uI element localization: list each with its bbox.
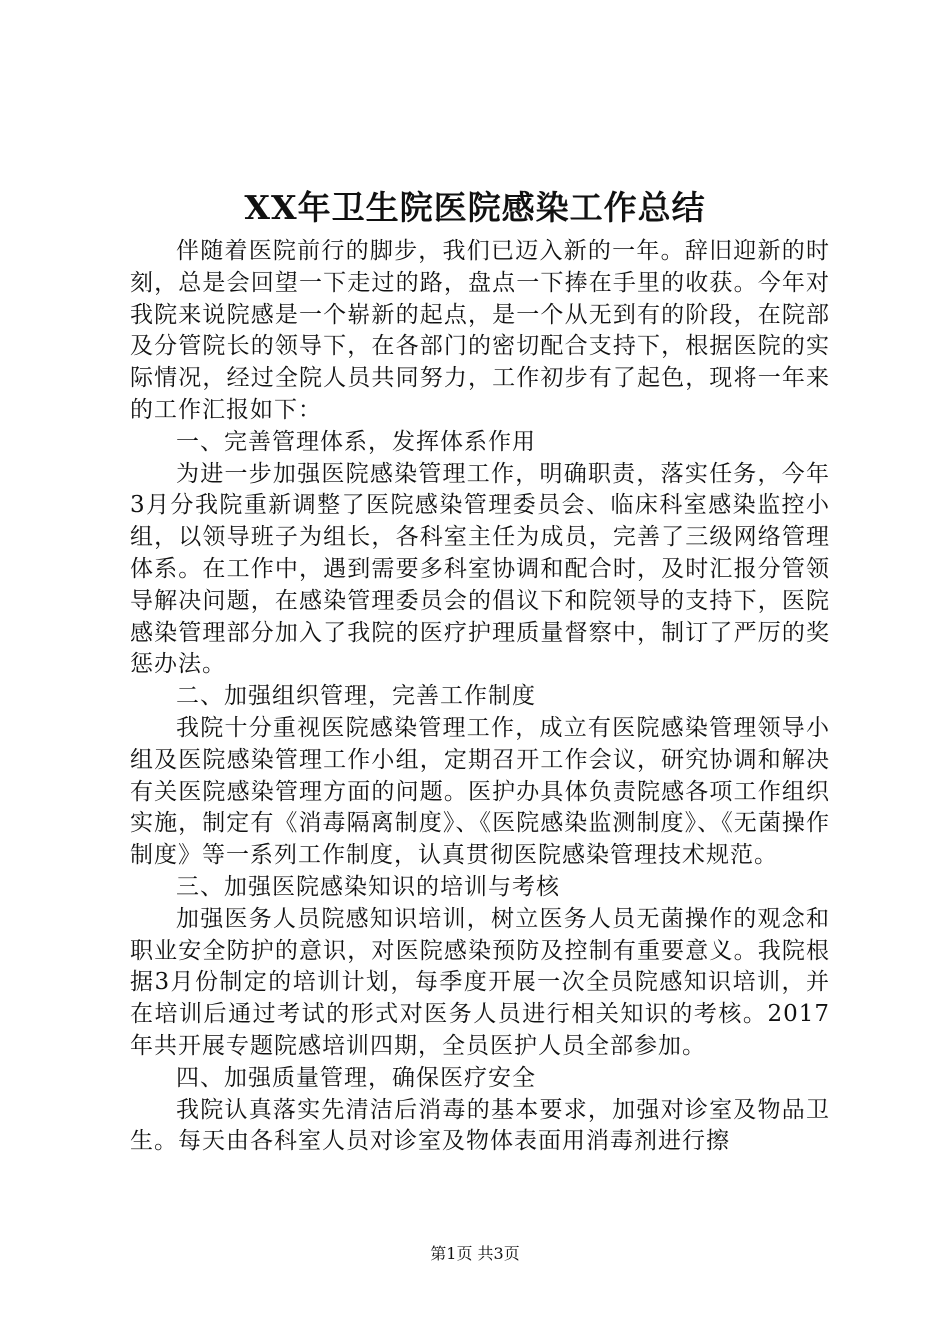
paragraph-section-4: 我院认真落实先清洁后消毒的基本要求，加强对诊室及物品卫生。每天由各科室人员对诊室及物体表面用消毒剂进行擦 bbox=[130, 1096, 830, 1155]
document-body bbox=[130, 236, 830, 1158]
paragraph-section-2: 我院十分重视医院感染管理工作，成立有医院感染管理领导小组及医院感染管理工作小组，定期召开工作会议，研究协调和解决有关医院感染管理方面的问题。医护办具体负责院感各项工作组织实施，制定有《消毒隔离制度》、《医院感染监测制度》、《无菌操作制度》等一系列工作制度，认真贯彻医院感染管理技术规范。 bbox=[130, 714, 830, 869]
paragraph-intro: 伴随着医院前行的脚步，我们已迈入新的一年。辞旧迎新的时刻，总是会回望一下走过的路，盘点一下捧在手里的收获。今年对我院来说院感是一个崭新的起点，是一个从无到有的阶段，在院部及分管院长的领导下，在各部门的密切配合支持下，根据医院的实际情况，经过全院人员共同努力，工作初步有了起色，现将一年来的工作汇报如下： bbox=[130, 238, 830, 423]
document-title: XX年卫生院医院感染工作总结 bbox=[244, 188, 706, 227]
paragraph-section-1: 为进一步加强医院感染管理工作，明确职责，落实任务，今年3月分我院重新调整了医院感染管理委员会、临床科室感染监控小组，以领导班子为组长，各科室主任为成员，完善了三级网络管理体系。在工作中，遇到需要多科室协调和配合时，及时汇报分管领导解决问题，在感染管理委员会的倡议下和院领导的支持下，医院感染管理部分加入了我院的医疗护理质量督察中，制订了严厉的奖惩办法。 bbox=[130, 460, 830, 678]
section-heading-2: 二、加强组织管理，完善工作制度 bbox=[176, 683, 536, 710]
page-number-footer: 第1页 共3页 bbox=[430, 1244, 520, 1263]
section-heading-1: 一、完善管理体系，发挥体系作用 bbox=[176, 428, 536, 455]
section-heading-4: 四、加强质量管理，确保医疗安全 bbox=[176, 1064, 536, 1091]
section-heading-3: 三、加强医院感染知识的培训与考核 bbox=[176, 873, 560, 900]
paragraph-section-3: 加强医务人员院感知识培训，树立医务人员无菌操作的观念和职业安全防护的意识，对医院感染预防及控制有重要意义。我院根据3月份制定的培训计划，每季度开展一次全员院感知识培训，并在培训后通过考试的形式对医务人员进行相关知识的考核。2017年共开展专题院感培训四期，全员医护人员全部参加。 bbox=[130, 905, 830, 1059]
